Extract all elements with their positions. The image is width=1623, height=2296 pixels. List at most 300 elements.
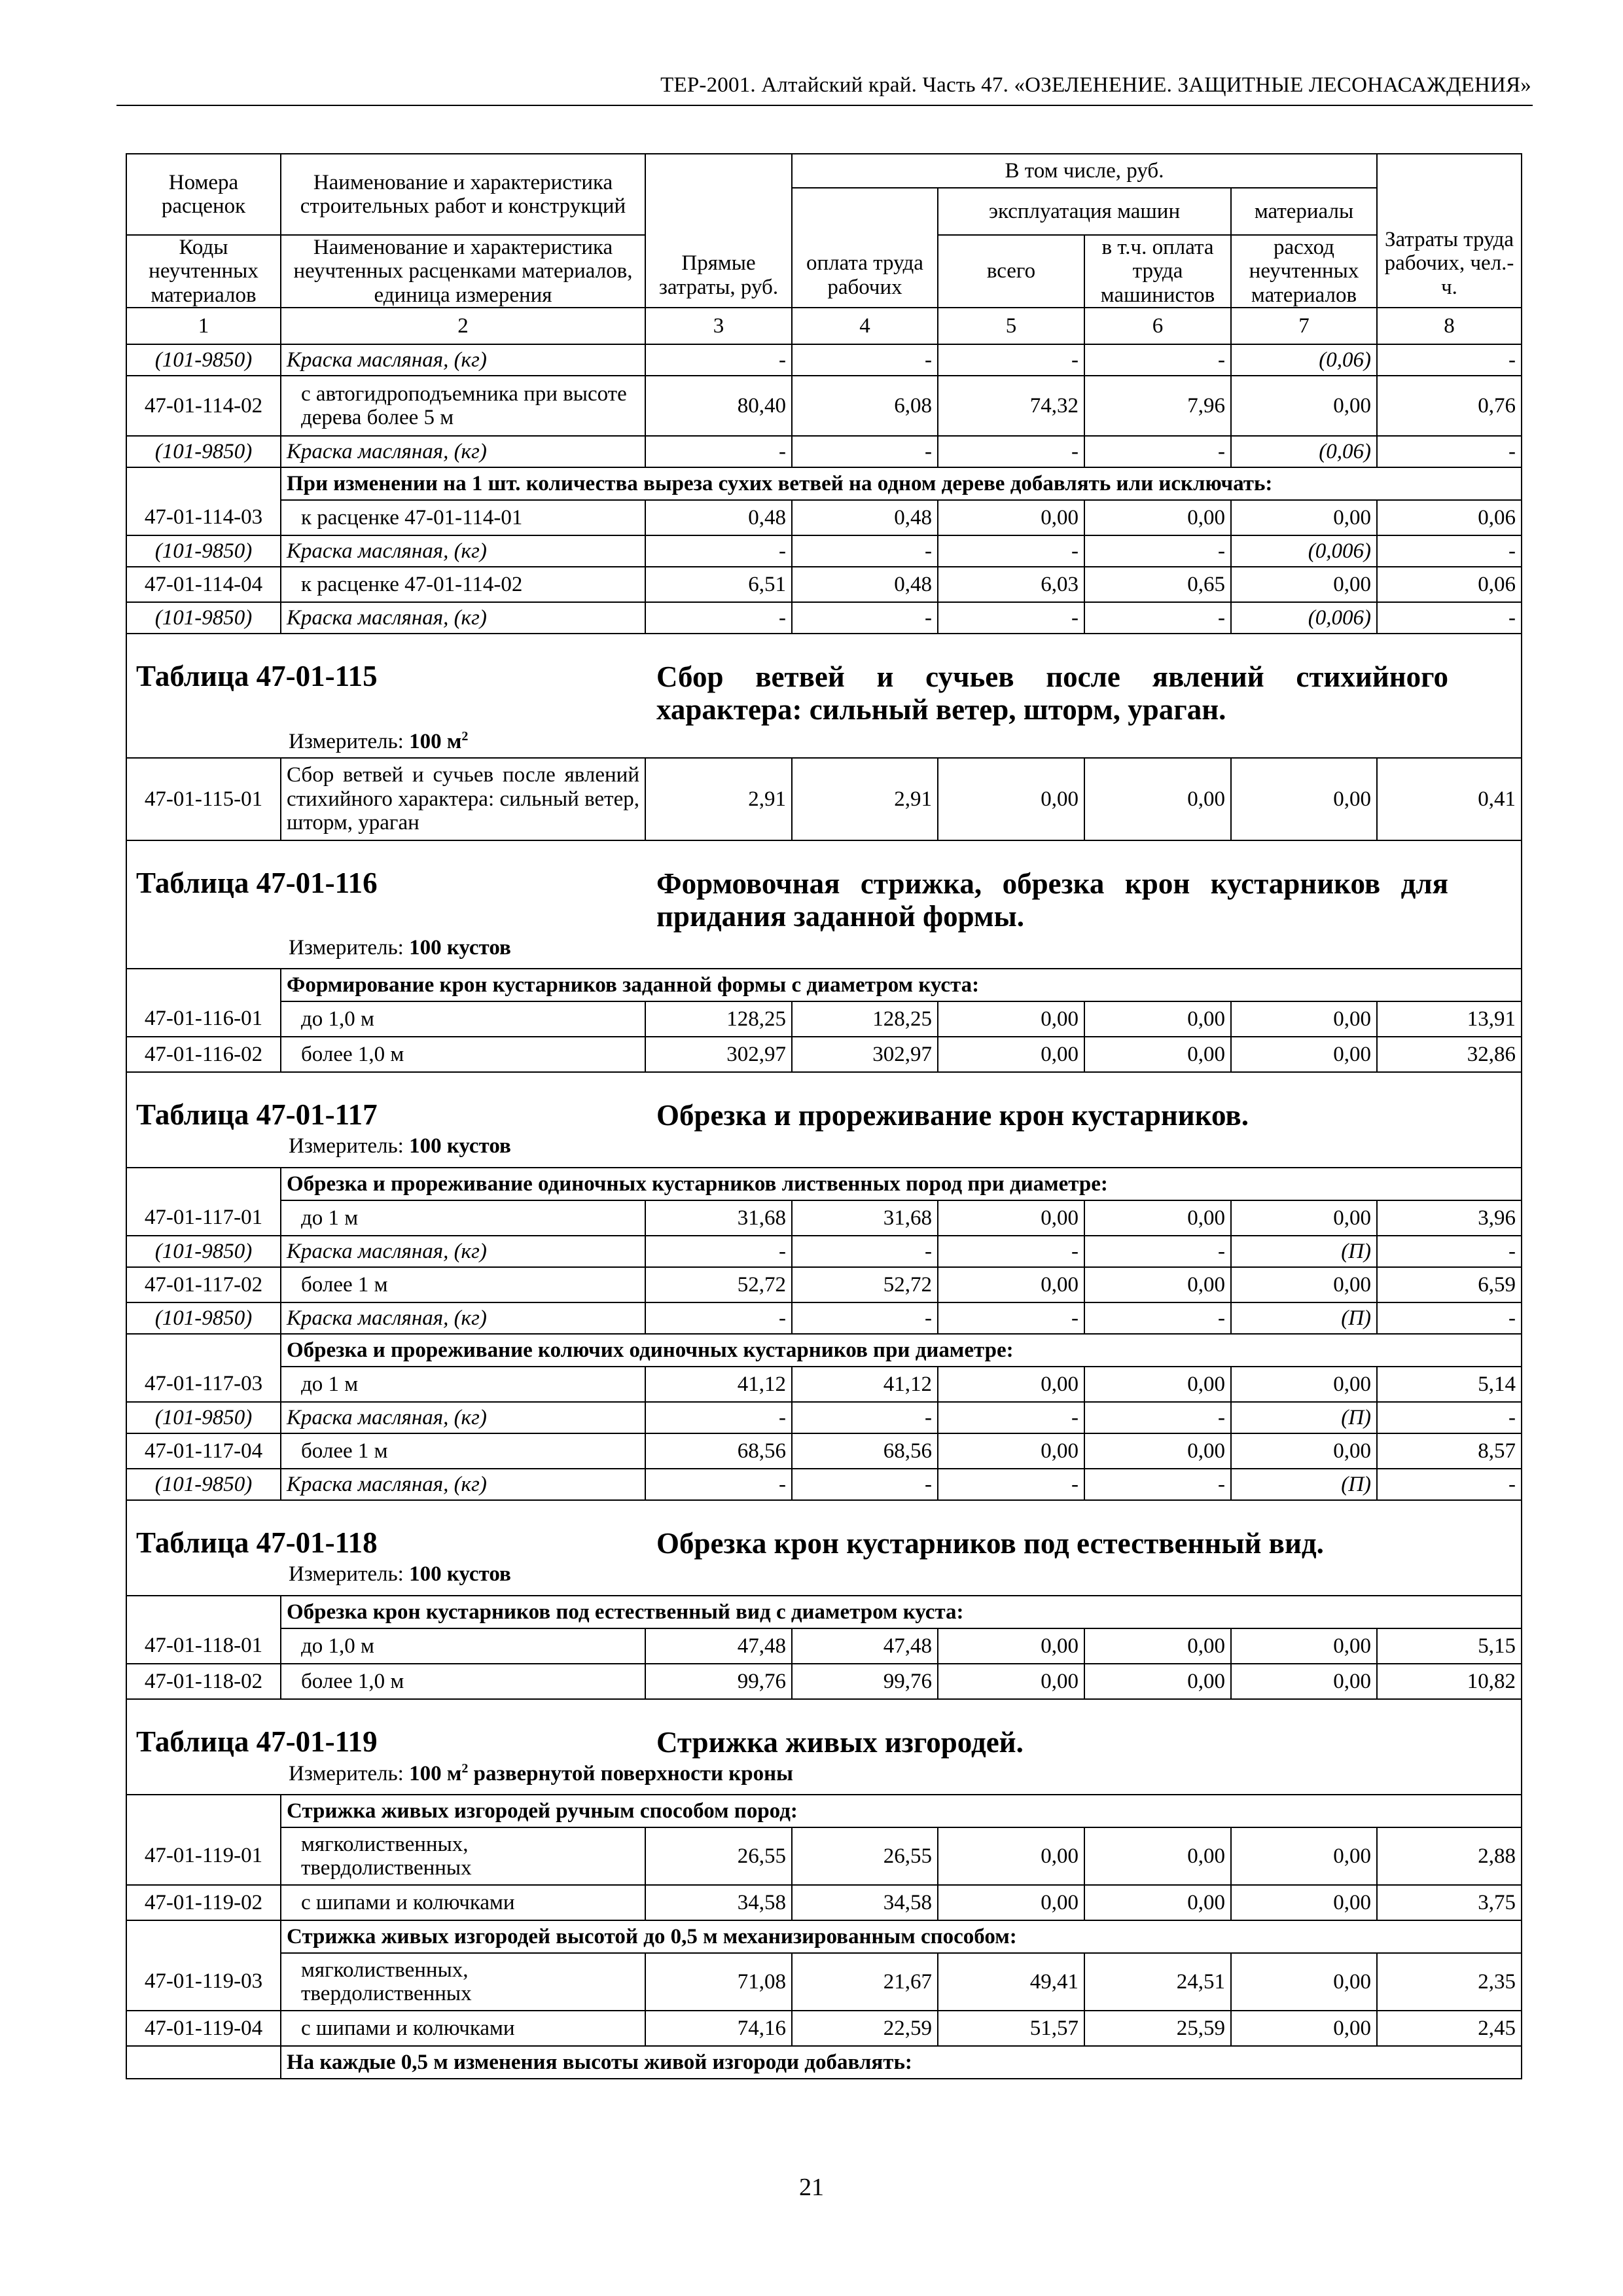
table-number: Таблица 47-01-119: [136, 1725, 378, 1758]
rate-row-47-01-119-01: [126, 1827, 1522, 1885]
rate-row-47-01-114-02: [126, 376, 1522, 436]
direct-costs: 2,91: [645, 758, 792, 840]
labor-hours: 0,06: [1377, 500, 1522, 535]
measure-superscript: 2: [461, 728, 469, 744]
materials: 0,00: [1231, 2011, 1377, 2046]
materials: 0,00: [1231, 1628, 1377, 1664]
material-row: [126, 1302, 1522, 1334]
group-heading-row: [126, 1596, 1522, 1628]
column-number: 2: [281, 308, 645, 344]
table-title: Сбор ветвей и сучьев после явлений стихийного характера: сильный ветер, шторм, ураган.: [656, 660, 1448, 726]
table-title-row-117: [126, 1072, 1522, 1168]
labor-hours: 3,96: [1377, 1200, 1522, 1236]
machines-total: 0,00: [938, 1367, 1084, 1402]
table-number: Таблица 47-01-115: [136, 659, 378, 692]
operators-pay: 0,00: [1084, 1664, 1231, 1699]
machines-total: 49,41: [938, 1953, 1084, 2011]
operators-pay: 0,00: [1084, 1001, 1231, 1037]
cell: -: [792, 535, 938, 567]
cell: -: [1377, 1302, 1522, 1334]
material-name: Краска масляная, (кг): [281, 535, 645, 567]
material-code: (101-9850): [126, 1402, 281, 1433]
empty-cell: [126, 467, 281, 500]
material-name: Краска масляная, (кг): [281, 1469, 645, 1500]
rate-row-47-01-117-03: [126, 1367, 1522, 1402]
machines-total: 0,00: [938, 1628, 1084, 1664]
direct-costs: 99,76: [645, 1664, 792, 1699]
material-consumption: (П): [1231, 1469, 1377, 1500]
materials: 0,00: [1231, 567, 1377, 602]
cell: -: [938, 344, 1084, 376]
cell: -: [1084, 1402, 1231, 1433]
machines-total: 0,00: [938, 1827, 1084, 1885]
column-number: 7: [1231, 308, 1377, 344]
cell: -: [792, 602, 938, 634]
cell: -: [1377, 1402, 1522, 1433]
group-heading: Обрезка крон кустарников под естественный вид с диаметром куста:: [281, 1596, 1522, 1628]
group-heading: При изменении на 1 шт. количества выреза сухих ветвей на одном дереве добавлять или исключать:: [281, 467, 1522, 500]
column-number: 6: [1084, 308, 1231, 344]
cell: -: [792, 1236, 938, 1267]
rate-code: 47-01-115-01: [126, 758, 281, 840]
cell: -: [645, 436, 792, 467]
cell: -: [1084, 1236, 1231, 1267]
rate-row-47-01-119-04: [126, 2011, 1522, 2046]
cell: -: [1084, 344, 1231, 376]
rate-code: 47-01-116-01: [126, 1001, 281, 1037]
cell: -: [645, 1402, 792, 1433]
rate-row-47-01-118-02: [126, 1664, 1522, 1699]
rate-name: более 1 м: [281, 1267, 645, 1302]
labor-hours: 5,15: [1377, 1628, 1522, 1664]
material-code: (101-9850): [126, 436, 281, 467]
machines-total: 51,57: [938, 2011, 1084, 2046]
rate-code: 47-01-117-02: [126, 1267, 281, 1302]
group-heading: Обрезка и прореживание колючих одиночных кустарников при диаметре:: [281, 1334, 1522, 1367]
rate-code: 47-01-117-01: [126, 1200, 281, 1236]
material-code: (101-9850): [126, 602, 281, 634]
materials: 0,00: [1231, 1367, 1377, 1402]
cell: -: [645, 535, 792, 567]
materials: 0,00: [1231, 376, 1377, 436]
column-number: 1: [126, 308, 281, 344]
rate-name: с шипами и колючками: [281, 1885, 645, 1920]
rate-row-47-01-116-01: [126, 1001, 1522, 1037]
rates-table: [126, 153, 1522, 2079]
header-material-names: Наименование и характеристика неучтенных расценками материалов, единица измерения: [281, 235, 645, 308]
machines-total: 0,00: [938, 1885, 1084, 1920]
table-title-row-115: [126, 634, 1522, 758]
machines-total: 6,03: [938, 567, 1084, 602]
worker-pay: 2,91: [792, 758, 938, 840]
cell: -: [645, 1469, 792, 1500]
materials: 0,00: [1231, 1664, 1377, 1699]
header-machine-operation: эксплуатация машин: [938, 188, 1231, 235]
header-including: В том числе, руб.: [792, 154, 1377, 188]
table-title-block: [126, 1699, 1522, 1795]
material-name: Краска масляная, (кг): [281, 1402, 645, 1433]
header-row-1: [126, 154, 1522, 188]
cell: -: [1377, 535, 1522, 567]
labor-hours: 3,75: [1377, 1885, 1522, 1920]
table-title: Формовочная стрижка, обрезка крон кустарников для придания заданной формы.: [656, 867, 1448, 933]
rate-code: 47-01-114-03: [126, 500, 281, 535]
material-row: [126, 1469, 1522, 1500]
worker-pay: 31,68: [792, 1200, 938, 1236]
table-title: Обрезка крон кустарников под естественный вид.: [656, 1526, 1324, 1560]
labor-hours: 2,45: [1377, 2011, 1522, 2046]
materials: 0,00: [1231, 1200, 1377, 1236]
rate-name: до 1 м: [281, 1367, 645, 1402]
materials: 0,00: [1231, 1267, 1377, 1302]
cell: -: [792, 1469, 938, 1500]
rate-row-47-01-116-02: [126, 1037, 1522, 1072]
measure-unit: [127, 1134, 1521, 1158]
rate-row-47-01-114-04: [126, 567, 1522, 602]
cell: -: [938, 1302, 1084, 1334]
cell: -: [938, 1236, 1084, 1267]
column-number: 4: [792, 308, 938, 344]
cell: -: [792, 1302, 938, 1334]
cell: -: [938, 436, 1084, 467]
measure-value: 100 м: [409, 729, 462, 753]
direct-costs: 80,40: [645, 376, 792, 436]
operators-pay: 0,00: [1084, 1628, 1231, 1664]
operators-pay: 24,51: [1084, 1953, 1231, 2011]
cell: -: [1084, 535, 1231, 567]
operators-pay: 0,65: [1084, 567, 1231, 602]
machines-total: 0,00: [938, 1267, 1084, 1302]
direct-costs: 0,48: [645, 500, 792, 535]
materials: 0,00: [1231, 1433, 1377, 1469]
measure-value: 100 м: [409, 1762, 462, 1786]
cell: -: [1377, 344, 1522, 376]
group-heading-row: [126, 1334, 1522, 1367]
direct-costs: 31,68: [645, 1200, 792, 1236]
header-machines-total: всего: [938, 235, 1084, 308]
operators-pay: 0,00: [1084, 758, 1231, 840]
cell: -: [1084, 1469, 1231, 1500]
labor-hours: 13,91: [1377, 1001, 1522, 1037]
rate-row-47-01-117-02: [126, 1267, 1522, 1302]
rate-row-47-01-117-01: [126, 1200, 1522, 1236]
worker-pay: 22,59: [792, 2011, 938, 2046]
labor-hours: 8,57: [1377, 1433, 1522, 1469]
table-title: Обрезка и прореживание крон кустарников.: [656, 1098, 1249, 1132]
cell: -: [938, 1469, 1084, 1500]
worker-pay: 21,67: [792, 1953, 938, 2011]
labor-hours: 0,06: [1377, 567, 1522, 602]
rate-code: 47-01-114-04: [126, 567, 281, 602]
labor-hours: 2,35: [1377, 1953, 1522, 2011]
measure-unit: [127, 1761, 1521, 1785]
measure-label: Измеритель:: [289, 729, 404, 753]
machines-total: 0,00: [938, 1200, 1084, 1236]
material-name: Краска масляная, (кг): [281, 1236, 645, 1267]
material-code: (101-9850): [126, 344, 281, 376]
measure-label: Измеритель:: [289, 935, 404, 960]
worker-pay: 6,08: [792, 376, 938, 436]
cell: -: [792, 344, 938, 376]
operators-pay: 0,00: [1084, 1037, 1231, 1072]
rate-name: мягколиственных, твердолиственных: [281, 1827, 645, 1885]
group-heading-row: [126, 2046, 1522, 2079]
rate-name: более 1 м: [281, 1433, 645, 1469]
direct-costs: 74,16: [645, 2011, 792, 2046]
cell: -: [792, 436, 938, 467]
header-material-consumption: расход неучтенных материалов: [1231, 235, 1377, 308]
cell: -: [1377, 436, 1522, 467]
operators-pay: 0,00: [1084, 1827, 1231, 1885]
material-row: [126, 436, 1522, 467]
direct-costs: 6,51: [645, 567, 792, 602]
header-worker-pay: оплата труда рабочих: [792, 188, 938, 308]
column-numbers-row: [126, 308, 1522, 344]
measure-tail: развернутой поверхности кроны: [473, 1762, 793, 1786]
header-material-codes: Коды неучтенных материалов: [126, 235, 281, 308]
operators-pay: 0,00: [1084, 1885, 1231, 1920]
labor-hours: 2,88: [1377, 1827, 1522, 1885]
labor-hours: 5,14: [1377, 1367, 1522, 1402]
measure-label: Измеритель:: [289, 1562, 404, 1587]
labor-hours: 6,59: [1377, 1267, 1522, 1302]
materials: 0,00: [1231, 758, 1377, 840]
worker-pay: 302,97: [792, 1037, 938, 1072]
operators-pay: 0,00: [1084, 1367, 1231, 1402]
direct-costs: 128,25: [645, 1001, 792, 1037]
rate-code: 47-01-118-02: [126, 1664, 281, 1699]
material-consumption: (П): [1231, 1302, 1377, 1334]
material-row: [126, 1236, 1522, 1267]
header-work-name: Наименование и характеристика строительных работ и конструкций: [281, 154, 645, 235]
group-heading-row: [126, 1795, 1522, 1827]
machines-total: 0,00: [938, 1433, 1084, 1469]
worker-pay: 128,25: [792, 1001, 938, 1037]
rate-name: Сбор ветвей и сучьев после явлений стихийного характера: сильный ветер, шторм, ураган: [281, 758, 645, 840]
measure-label: Измеритель:: [289, 1762, 404, 1786]
rate-row-47-01-119-03: [126, 1953, 1522, 2011]
labor-hours: 0,76: [1377, 376, 1522, 436]
worker-pay: 0,48: [792, 567, 938, 602]
rate-row-47-01-117-04: [126, 1433, 1522, 1469]
header-rule: [116, 105, 1533, 106]
material-consumption: (0,006): [1231, 602, 1377, 634]
group-heading-row: [126, 467, 1522, 500]
machines-total: 0,00: [938, 1001, 1084, 1037]
worker-pay: 68,56: [792, 1433, 938, 1469]
table-title-block: [126, 1072, 1522, 1168]
cell: -: [938, 1402, 1084, 1433]
direct-costs: 41,12: [645, 1367, 792, 1402]
rate-name: с шипами и колючками: [281, 2011, 645, 2046]
group-heading-row: [126, 1168, 1522, 1200]
rate-code: 47-01-118-01: [126, 1628, 281, 1664]
empty-cell: [126, 2046, 281, 2079]
operators-pay: 0,00: [1084, 500, 1231, 535]
worker-pay: 47,48: [792, 1628, 938, 1664]
rate-code: 47-01-117-03: [126, 1367, 281, 1402]
material-code: (101-9850): [126, 1469, 281, 1500]
labor-hours: 10,82: [1377, 1664, 1522, 1699]
operators-pay: 0,00: [1084, 1433, 1231, 1469]
group-heading-row: [126, 969, 1522, 1001]
rate-code: 47-01-116-02: [126, 1037, 281, 1072]
rate-name: с автогидроподъемника при высоте дерева более 5 м: [281, 376, 645, 436]
column-number: 5: [938, 308, 1084, 344]
cell: -: [1377, 602, 1522, 634]
header-materials: материалы: [1231, 188, 1377, 235]
worker-pay: 34,58: [792, 1885, 938, 1920]
table-title-block: [126, 840, 1522, 969]
rate-name: более 1,0 м: [281, 1664, 645, 1699]
operators-pay: 25,59: [1084, 2011, 1231, 2046]
group-heading: Стрижка живых изгородей высотой до 0,5 м механизированным способом:: [281, 1920, 1522, 1953]
group-heading: Формирование крон кустарников заданной формы с диаметром куста:: [281, 969, 1522, 1001]
cell: -: [1377, 1236, 1522, 1267]
measure-unit: [127, 729, 1521, 753]
header-rate-numbers: Номера расценок: [126, 154, 281, 235]
cell: -: [1377, 1469, 1522, 1500]
direct-costs: 26,55: [645, 1827, 792, 1885]
page-number: 21: [799, 2174, 824, 2201]
table-title-row-116: [126, 840, 1522, 969]
material-row: [126, 535, 1522, 567]
measure-label: Измеритель:: [289, 1134, 404, 1158]
materials: 0,00: [1231, 1885, 1377, 1920]
machines-total: 0,00: [938, 758, 1084, 840]
rate-name: до 1,0 м: [281, 1001, 645, 1037]
rate-row-47-01-119-02: [126, 1885, 1522, 1920]
measure-superscript: 2: [461, 1761, 469, 1776]
material-code: (101-9850): [126, 535, 281, 567]
rate-name: до 1 м: [281, 1200, 645, 1236]
material-consumption: (0,06): [1231, 436, 1377, 467]
table-number: Таблица 47-01-118: [136, 1526, 378, 1559]
direct-costs: 68,56: [645, 1433, 792, 1469]
cell: -: [645, 344, 792, 376]
direct-costs: 52,72: [645, 1267, 792, 1302]
rate-row-47-01-118-01: [126, 1628, 1522, 1664]
empty-cell: [126, 1334, 281, 1367]
cell: -: [938, 602, 1084, 634]
group-heading-row: [126, 1920, 1522, 1953]
material-consumption: (0,06): [1231, 344, 1377, 376]
cell: -: [938, 535, 1084, 567]
rate-row-47-01-114-03: [126, 500, 1522, 535]
column-number: 8: [1377, 308, 1522, 344]
labor-hours: 32,86: [1377, 1037, 1522, 1072]
material-name: Краска масляная, (кг): [281, 1302, 645, 1334]
rate-name: мягколиственных, твердолиственных: [281, 1953, 645, 2011]
rate-code: 47-01-117-04: [126, 1433, 281, 1469]
labor-hours: 0,41: [1377, 758, 1522, 840]
direct-costs: 302,97: [645, 1037, 792, 1072]
empty-cell: [126, 1168, 281, 1200]
group-heading: На каждые 0,5 м изменения высоты живой изгороди добавлять:: [281, 2046, 1522, 2079]
header-operators-pay: в т.ч. оплата труда машинистов: [1084, 235, 1231, 308]
rate-name: более 1,0 м: [281, 1037, 645, 1072]
rate-code: 47-01-119-04: [126, 2011, 281, 2046]
cell: -: [645, 1236, 792, 1267]
direct-costs: 34,58: [645, 1885, 792, 1920]
empty-cell: [126, 969, 281, 1001]
cell: -: [792, 1402, 938, 1433]
header-direct-costs: Прямые затраты, руб.: [645, 154, 792, 308]
empty-cell: [126, 1795, 281, 1827]
machines-total: 0,00: [938, 500, 1084, 535]
empty-cell: [126, 1920, 281, 1953]
materials: 0,00: [1231, 1953, 1377, 2011]
material-row: [126, 1402, 1522, 1433]
operators-pay: 7,96: [1084, 376, 1231, 436]
table-title-row-119: [126, 1699, 1522, 1795]
rate-row-47-01-115-01: [126, 758, 1522, 840]
material-code: (101-9850): [126, 1236, 281, 1267]
cell: -: [645, 1302, 792, 1334]
measure-value: 100 кустов: [409, 1134, 511, 1158]
column-number: 3: [645, 308, 792, 344]
cell: -: [1084, 1302, 1231, 1334]
material-code: (101-9850): [126, 1302, 281, 1334]
measure-value: 100 кустов: [409, 1562, 511, 1587]
worker-pay: 52,72: [792, 1267, 938, 1302]
group-heading: Обрезка и прореживание одиночных кустарников лиственных пород при диаметре:: [281, 1168, 1522, 1200]
material-row: [126, 344, 1522, 376]
machines-total: 74,32: [938, 376, 1084, 436]
material-name: Краска масляная, (кг): [281, 344, 645, 376]
rate-name: к расценке 47-01-114-02: [281, 567, 645, 602]
rate-name: к расценке 47-01-114-01: [281, 500, 645, 535]
material-consumption: (0,006): [1231, 535, 1377, 567]
operators-pay: 0,00: [1084, 1267, 1231, 1302]
worker-pay: 99,76: [792, 1664, 938, 1699]
material-row: [126, 602, 1522, 634]
table-number: Таблица 47-01-117: [136, 1098, 378, 1131]
cell: -: [1084, 436, 1231, 467]
empty-cell: [126, 1596, 281, 1628]
direct-costs: 71,08: [645, 1953, 792, 2011]
measure-value: 100 кустов: [409, 935, 511, 960]
table-title-block: [126, 1500, 1522, 1596]
header-labor-hours: Затраты труда рабочих, чел.-ч.: [1377, 154, 1522, 308]
materials: 0,00: [1231, 1827, 1377, 1885]
table-number: Таблица 47-01-116: [136, 866, 378, 899]
materials: 0,00: [1231, 500, 1377, 535]
measure-unit: [127, 936, 1521, 960]
material-name: Краска масляная, (кг): [281, 436, 645, 467]
rate-name: до 1,0 м: [281, 1628, 645, 1664]
table-title: Стрижка живых изгородей.: [656, 1725, 1024, 1759]
materials: 0,00: [1231, 1001, 1377, 1037]
cell: -: [645, 602, 792, 634]
rate-code: 47-01-119-01: [126, 1827, 281, 1885]
table-title-block: [126, 634, 1522, 758]
measure-unit: [127, 1562, 1521, 1586]
group-heading: Стрижка живых изгородей ручным способом пород:: [281, 1795, 1522, 1827]
material-consumption: (П): [1231, 1402, 1377, 1433]
table-title-row-118: [126, 1500, 1522, 1596]
worker-pay: 0,48: [792, 500, 938, 535]
machines-total: 0,00: [938, 1664, 1084, 1699]
worker-pay: 41,12: [792, 1367, 938, 1402]
rate-code: 47-01-119-03: [126, 1953, 281, 2011]
direct-costs: 47,48: [645, 1628, 792, 1664]
running-head: ТЕР-2001. Алтайский край. Часть 47. «ОЗЕЛЕНЕНИЕ. ЗАЩИТНЫЕ ЛЕСОНАСАЖДЕНИЯ»: [660, 73, 1531, 97]
rate-code: 47-01-119-02: [126, 1885, 281, 1920]
material-name: Краска масляная, (кг): [281, 602, 645, 634]
materials: 0,00: [1231, 1037, 1377, 1072]
rate-code: 47-01-114-02: [126, 376, 281, 436]
